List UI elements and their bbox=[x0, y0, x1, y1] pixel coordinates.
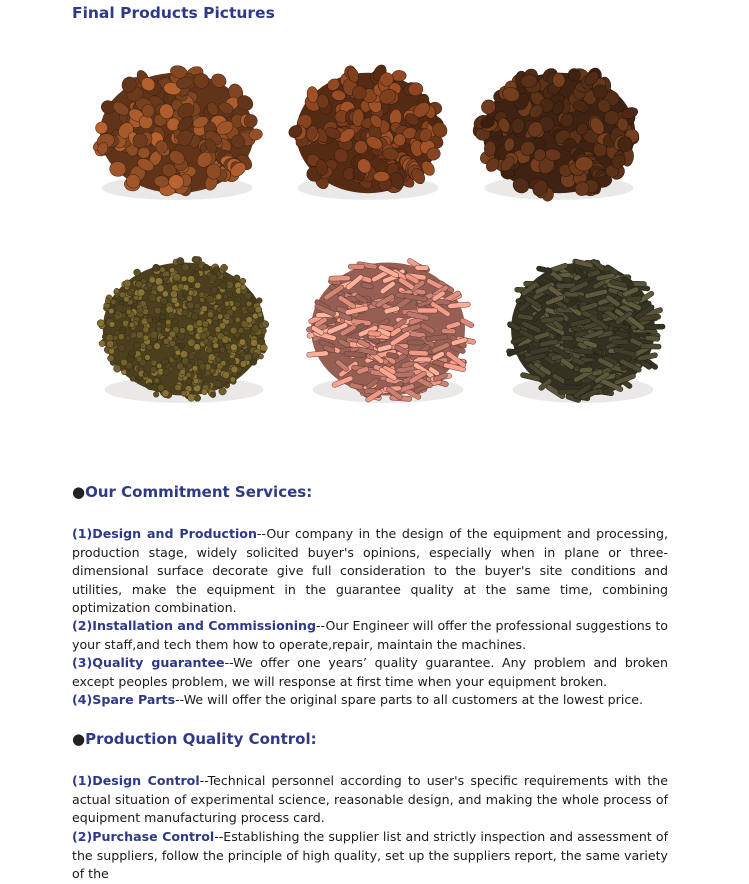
item-label: (3)Quality guarantee bbox=[72, 655, 225, 670]
commitment-item-quality bbox=[72, 654, 668, 691]
product-photo-5 bbox=[297, 243, 479, 411]
product-photo-2 bbox=[283, 55, 453, 207]
dark-green-stick-pellet-pile bbox=[498, 243, 668, 411]
quality-item-design-control bbox=[72, 772, 668, 828]
product-photo-4 bbox=[88, 243, 280, 411]
item-label: (1)Design Control bbox=[72, 773, 200, 788]
dark-kibble-round-pile bbox=[469, 55, 649, 207]
item-text: --We will offer the original spare parts to all customers at the lowest price. bbox=[175, 692, 644, 707]
item-text: --Our Engineer will offer the professional suggestions to your staff,and tech them how to operate,repair, maintain the machines. bbox=[72, 618, 668, 652]
product-photo-3 bbox=[469, 55, 649, 207]
product-photo-1 bbox=[86, 55, 268, 207]
quality-item-purchase-control bbox=[72, 828, 668, 884]
commitment-item-design bbox=[72, 525, 668, 618]
bullet-icon: ● bbox=[72, 483, 86, 501]
commitment-item-installation bbox=[72, 617, 668, 654]
item-label: (2)Purchase Control bbox=[72, 829, 215, 844]
commitment-item-spare-parts bbox=[72, 691, 668, 710]
quality-heading-text: Production Quality Control: bbox=[85, 730, 317, 748]
pink-stick-pellet-pile bbox=[297, 243, 479, 411]
item-label: (4)Spare Parts bbox=[72, 692, 176, 707]
item-text: --Establishing the supplier list and strictly inspection and assessment of the suppliers, follow the principle of high quality, set up the suppliers report, the same variety of the bbox=[72, 829, 669, 882]
brown-kibble-heart-pile bbox=[86, 55, 268, 207]
commitment-heading bbox=[72, 483, 312, 501]
olive-pellet-ball-pile bbox=[88, 243, 280, 411]
item-text: --Our company in the design of the equipment and processing, production stage, widely solicited buyer's opinions, especially when in plane or three-dimensional surface decorate give full consideration to the buyer's site conditions and utilities, make the equipment in the guarantee quality at the same time, combining optimization combination. bbox=[72, 526, 668, 616]
item-text: --We offer one years’ quality guarantee. Any problem and broken except peoples problem, we will response at first time when your equipment broken. bbox=[72, 655, 668, 689]
item-label: (2)Installation and Commissioning bbox=[72, 618, 316, 633]
item-label: (1)Design and Production bbox=[72, 526, 257, 541]
quality-control-heading bbox=[72, 730, 317, 748]
brown-kibble-round-pile bbox=[283, 55, 453, 207]
commitment-heading-text: Our Commitment Services: bbox=[85, 483, 313, 501]
page-title: Final Products Pictures bbox=[72, 4, 275, 22]
bullet-icon: ● bbox=[72, 730, 86, 748]
product-photo-6 bbox=[498, 243, 668, 411]
item-text: --Technical personnel according to user's specific requirements with the actual situation of experimental science, reasonable design, and making the whole process of equipment manufacturing process card. bbox=[72, 773, 668, 826]
